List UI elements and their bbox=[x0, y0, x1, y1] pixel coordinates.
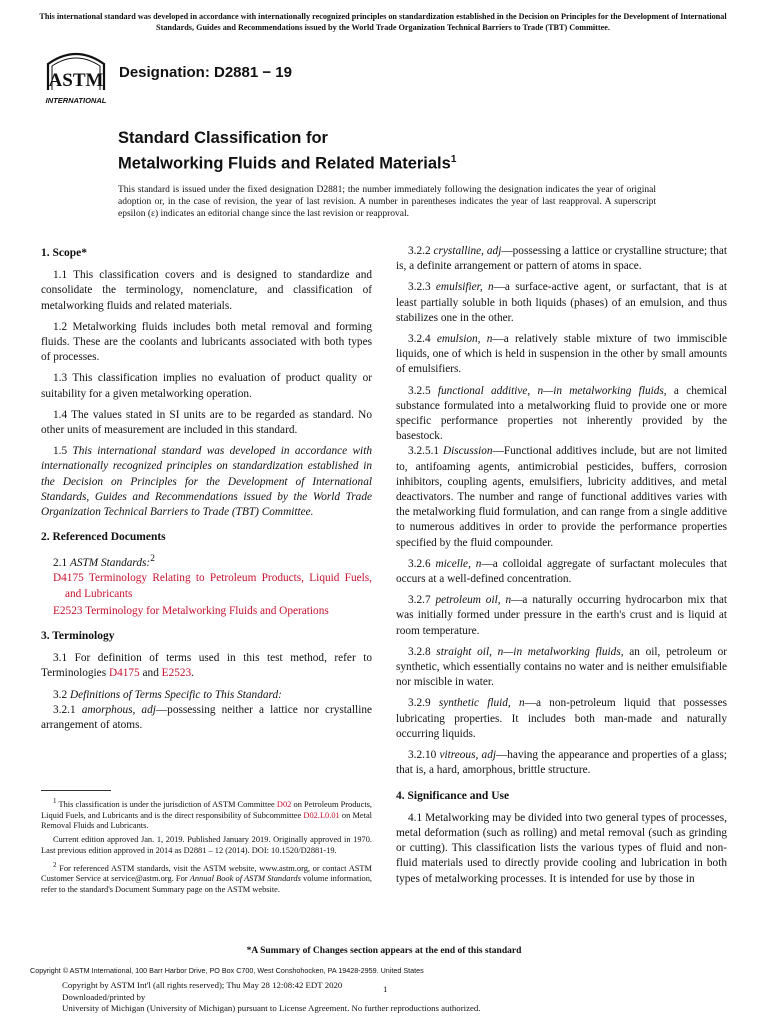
logo-sub-text: INTERNATIONAL bbox=[45, 96, 107, 105]
definition-text: , an oil, petroleum or synthetic, which essentially contains no water and is neither emulsifiable nor miscible in water. bbox=[396, 645, 727, 689]
reference-item bbox=[41, 604, 372, 619]
paragraph-number: 1.5 bbox=[53, 445, 68, 458]
definition-text: —possessing neither a lattice nor crystalline arrangement of atoms. bbox=[41, 703, 372, 732]
term: petroleum oil, n bbox=[435, 594, 512, 607]
footnote-text: on Petroleum Products, Liquid Fuels, and Lubricants and is the direct responsibility of Subcommittee bbox=[41, 799, 373, 820]
copyright-line: Copyright © ASTM International, 100 Barr Harbor Drive, PO Box C700, West Conshohocken, PA 19428-2959. United States bbox=[30, 966, 424, 975]
download-info bbox=[62, 980, 480, 1015]
right-column bbox=[396, 244, 727, 893]
paragraph-number: 3.2.6 bbox=[408, 557, 431, 570]
term: Discussion bbox=[442, 445, 493, 458]
paragraph-1-1: 1.1 This classification covers and is designed to standardize and consolidate the terminology, nomenclature, and classification of metalworking fluids and related materials. bbox=[41, 269, 372, 312]
footnote-text: For referenced ASTM standards, visit the ASTM website, www.astm.org, or contact ASTM Customer Service at service@astm.org. For bbox=[41, 863, 372, 884]
definition-text: —a non-petroleum liquid that possesses lubricating properties. It includes both man-made and naturally occurring liquids. bbox=[396, 697, 727, 740]
definition-text: —Functional additives include, but are not limited to, antifoaming agents, antimicrobial pesticides, buffers, corrosion inhibitors, coupling agents, emulsifiers, lubricity additives, and metal deactivators. The number and range of functional additives varies with the metalworking fluid formulation, and can range from a single additive to numerous additives in order to provide the performance properties specified by the fluid compounder. bbox=[396, 445, 727, 549]
footnote-marker: 2 bbox=[53, 860, 57, 869]
paragraph-2-1 bbox=[41, 552, 372, 571]
paragraph-3-2 bbox=[41, 688, 372, 703]
paragraph-number: 3.2.4 bbox=[408, 333, 431, 346]
footnotes bbox=[41, 796, 372, 899]
logo-mark-text: ASTM bbox=[48, 70, 104, 91]
reference-link-d4175[interactable]: D4175 bbox=[53, 572, 84, 585]
section-heading-referenced-documents: 2. Referenced Documents bbox=[41, 531, 166, 544]
terminology-link-d4175[interactable]: D4175 bbox=[108, 667, 140, 680]
definition-crystalline bbox=[396, 244, 727, 274]
paragraph-number: 3.2.3 bbox=[408, 281, 431, 294]
download-line-1: Copyright by ASTM Int'l (all rights reserved); Thu May 28 12:08:42 EDT 2020 bbox=[62, 980, 343, 990]
paragraph-number: 3.2 bbox=[53, 688, 68, 701]
reference-link-e2523[interactable]: E2523 bbox=[53, 604, 83, 617]
term: micelle, n bbox=[435, 557, 482, 570]
definition-straight-oil bbox=[396, 645, 727, 691]
paragraph-number: 3.2.5.1 bbox=[408, 445, 440, 458]
footnote-text: This classification is under the jurisdiction of ASTM Committee bbox=[58, 799, 275, 809]
summary-of-changes-note: *A Summary of Changes section appears at the end of this standard bbox=[246, 946, 522, 956]
term: functional additive, n—in metalworking fluids bbox=[437, 384, 664, 397]
definition-emulsifier bbox=[396, 280, 727, 326]
terminology-link-e2523[interactable]: E2523 bbox=[161, 667, 192, 680]
paragraph-text: and bbox=[142, 667, 159, 680]
download-line-3: University of Michigan (University of Michigan) pursuant to License Agreement. No further reproductions authorized. bbox=[62, 1003, 481, 1013]
definition-text: , a chemical substance formulated into a metalworking fluid to provide one or more specific performance properties not inherently provided by the basestock. bbox=[396, 384, 727, 443]
subcommittee-link[interactable]: D02.L0.01 bbox=[303, 810, 340, 820]
document-title bbox=[118, 128, 456, 175]
definition-micelle bbox=[396, 557, 727, 587]
footnote-1-edition: Current edition approved Jan. 1, 2019. Published January 2019. Originally approved in 1970. Last previous edition approved in 2014 as D2881 – 12 (2014). DOI: 10.1520/D2881-19. bbox=[41, 835, 372, 855]
paragraph-1-3: 1.3 This classification implies no evaluation of product quality or suitability for a given metalworking operation. bbox=[41, 372, 372, 400]
left-column bbox=[41, 246, 372, 739]
paragraph-number: 2.1 bbox=[53, 557, 68, 570]
definition-text: —a colloidal aggregate of surfactant molecules that occurs at a well-defined concentration. bbox=[396, 557, 727, 586]
title-line-1: Standard Classification for bbox=[118, 129, 328, 147]
reference-title[interactable]: Terminology Relating to Petroleum Products, Liquid Fuels, and Lubricants bbox=[65, 572, 372, 600]
discussion-functional-additive bbox=[396, 444, 727, 550]
top-notice: This international standard was developed in accordance with internationally recognized principles on standardization established in the Decision on Principles for the Development of International Standards, Guides and Recommendations issued by the World Trade Organization Technical Barriers to Trade (TBT) Committee. bbox=[39, 12, 727, 32]
term: vitreous, adj bbox=[439, 749, 496, 762]
paragraph-1-2: 1.2 Metalworking fluids includes both metal removal and forming fluids. These are the coolants and lubricants associated with both types of processes. bbox=[41, 320, 372, 364]
footnote-italic: Annual Book of ASTM Standards bbox=[189, 874, 301, 884]
footnote-ref-2[interactable]: 2 bbox=[150, 554, 155, 565]
definition-text: —a naturally occurring hydrocarbon mix that was initially formed under pressure in the earth's crust and is liquid at room temperature. bbox=[396, 594, 727, 637]
definition-emulsion bbox=[396, 332, 727, 378]
definition-amorphous bbox=[41, 703, 372, 733]
paragraph-number: 3.2.10 bbox=[408, 749, 437, 762]
footnote-1 bbox=[41, 796, 372, 832]
footnote-text: volume information, refer to the standard's Document Summary page on the ASTM website. bbox=[41, 874, 372, 895]
footnote-2 bbox=[41, 860, 372, 896]
definition-synthetic-fluid bbox=[396, 696, 727, 742]
footnote-text: on Metal Removal Fluids and Lubricants. bbox=[41, 810, 372, 831]
intro-paragraph: This standard is issued under the fixed designation D2881; the number immediately following the designation indicates the year of original adoption or, in the case of revision, the year of last revision. A number in parentheses indicates the year of last reapproval. A superscript epsilon (ε) indicates an editorial change since the last revision or reapproval. bbox=[118, 185, 656, 220]
astm-standards-label: ASTM Standards: bbox=[69, 557, 151, 570]
definition-text: —a surface-active agent, or surfactant, that is at least partially soluble in both liquids (phases) of an emulsion, and thus stabilizes one in the other. bbox=[396, 281, 727, 324]
definition-text: —a relatively stable mixture of two immiscible liquids, one of which is held in suspension in the other by small amounts of emulsifiers. bbox=[396, 333, 727, 376]
section-heading-scope: 1. Scope* bbox=[41, 247, 87, 259]
astm-logo bbox=[38, 50, 114, 108]
paragraph-number: 3.2.9 bbox=[408, 697, 431, 710]
paragraph-4-1: 4.1 Metalworking may be divided into two general types of processes, metal deformation (such as rolling) and metal removal (such as grinding or cutting). This classification lists the various types of fluid and non-fluid materials used to directly provide cooling and lubrication in both types of metalworking processes. It is intended for use by those in bbox=[396, 811, 727, 885]
paragraph-1-5-text: This international standard was developed in accordance with internationally recognized principles on standardization established in the Decision on Principles for the Development of International Standards, Guides and Recommendations issued by the World Trade Organization Technical Barriers to Trade (TBT) Committee. bbox=[41, 445, 372, 519]
term: straight oil, n—in metalworking fluids bbox=[436, 645, 621, 658]
definition-text: —having the appearance and properties of a glass; that is, a hard, amorphous, brittle structure. bbox=[396, 749, 727, 777]
paragraph-1-5 bbox=[41, 444, 372, 520]
title-line-2 bbox=[118, 149, 456, 175]
definition-functional-additive bbox=[396, 384, 727, 445]
definition-text: —possessing a lattice or crystalline structure; that is, a definite arrangement or pattern of atoms in space. bbox=[396, 245, 728, 273]
definition-petroleum-oil bbox=[396, 593, 727, 639]
term: amorphous, adj bbox=[81, 703, 156, 716]
paragraph-number: 3.2.8 bbox=[408, 645, 431, 658]
paragraph-number: 3.2.1 bbox=[53, 703, 76, 716]
paragraph-number: 3.2.2 bbox=[408, 245, 431, 257]
paragraph-1-4: 1.4 The values stated in SI units are to be regarded as standard. No other units of measurement are included in this standard. bbox=[41, 408, 372, 437]
term: emulsion, n bbox=[436, 333, 493, 346]
designation: Designation: D2881 − 19 bbox=[119, 64, 292, 81]
download-line-2: Downloaded/printed by bbox=[62, 991, 146, 1002]
paragraph-number: 3.2.5 bbox=[408, 384, 431, 397]
title-line-2-text: Metalworking Fluids and Related Materials bbox=[118, 154, 451, 173]
term: synthetic fluid, n bbox=[438, 697, 525, 710]
reference-item bbox=[41, 571, 372, 601]
title-footnote-ref[interactable]: 1 bbox=[450, 154, 457, 165]
section-heading-significance: 4. Significance and Use bbox=[396, 789, 510, 802]
footnotes-divider bbox=[41, 790, 111, 791]
section-heading-terminology: 3. Terminology bbox=[41, 630, 115, 643]
reference-title[interactable]: Terminology for Metalworking Fluids and Operations bbox=[85, 604, 329, 617]
footnote-marker: 1 bbox=[53, 797, 57, 805]
definitions-label: Definitions of Terms Specific to This Standard: bbox=[69, 688, 282, 701]
definition-vitreous bbox=[396, 748, 727, 778]
paragraph-text: 3.1 For definition of terms used in this test method, refer to Terminologies bbox=[41, 652, 372, 680]
paragraph-text: . bbox=[191, 667, 194, 680]
page-number: 1 bbox=[383, 984, 388, 994]
term: emulsifier, n bbox=[435, 281, 494, 294]
paragraph-number: 3.2.7 bbox=[408, 594, 431, 607]
committee-link-d02[interactable]: D02 bbox=[276, 799, 292, 809]
term: crystalline, adj bbox=[433, 245, 502, 257]
paragraph-3-1 bbox=[41, 651, 372, 681]
